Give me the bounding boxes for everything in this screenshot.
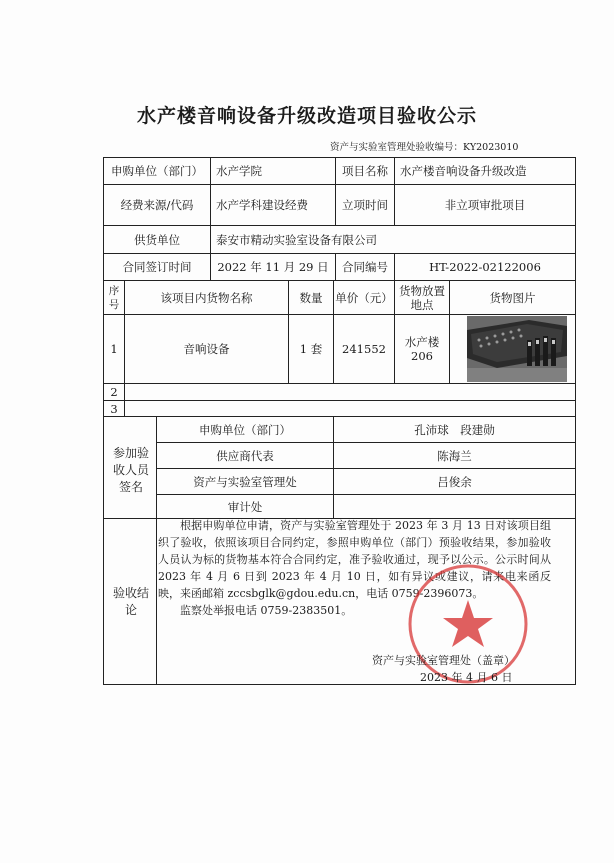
contract-no-label: 合同编号	[342, 260, 388, 274]
sign-date: 2023 年 4 月 6 日	[420, 671, 513, 684]
table-line	[103, 400, 575, 401]
approval-time-label: 立项时间	[342, 198, 388, 212]
header-quantity: 数量	[299, 290, 323, 305]
table-border-right	[575, 157, 576, 685]
header-seq: 序号	[108, 284, 120, 311]
approval-time-value: 非立项审批项目	[444, 198, 526, 212]
project-name-label: 项目名称	[342, 164, 388, 178]
fund-source-value: 水产学科建设经费	[216, 198, 308, 212]
participant-role-purchase-unit: 申购单位（部门）	[199, 422, 291, 437]
row1-seq: 1	[110, 342, 118, 356]
document-title: 水产楼音响设备升级改造项目验收公示	[136, 105, 477, 127]
participant-names-audit	[334, 495, 575, 518]
table-line	[210, 225, 211, 253]
row3-seq: 3	[110, 401, 118, 416]
participant-names-purchase-unit: 孔沛球 段建勋	[414, 422, 495, 437]
supplier-value: 泰安市精动实验室设备有限公司	[216, 232, 377, 247]
table-line	[210, 157, 211, 225]
row1-quantity: 1 套	[299, 342, 323, 356]
participant-names-asset-office: 吕俊余	[437, 474, 472, 489]
audio-mixer-photo	[467, 316, 567, 382]
conclusion-label: 验收结论	[112, 586, 149, 617]
purchase-unit-value: 水产学院	[216, 164, 262, 178]
participant-role-supplier: 供应商代表	[216, 448, 274, 463]
conclusion-paragraph-1: 根据申购单位申请，资产与实验室管理处于 2023 年 3 月 13 日对该项目组织了验收，依照该项目合同约定，参照申购单位（部门）预验收结果，参加验收人员认为标的货物基本符合合同约定，准予验收通过，现予以公示。公示时间从 2023 年 4 月 6 日到 2023 年 4 月 10 日，如有异议或建议，请来电来函反映，来函邮箱 zccsbglk@gdou.edu.cn，电话 0759-2396073。	[158, 519, 551, 600]
conclusion-paragraph-2: 监察处举报电话 0759-2383501。	[180, 604, 353, 617]
row2-seq: 2	[110, 385, 118, 399]
table-line	[394, 280, 395, 383]
participant-names-supplier: 陈海兰	[437, 448, 472, 463]
header-goods-name: 该项目内货物名称	[160, 290, 253, 305]
participant-role-asset-office: 资产与实验室管理处	[193, 474, 297, 489]
fund-source-label: 经费来源/代码	[120, 198, 194, 212]
header-unit-price: 单价（元）	[335, 290, 393, 305]
reference-number: 资产与实验室管理处验收编号：KY2023010	[330, 142, 519, 153]
signer-org: 资产与实验室管理处（盖章）	[372, 654, 515, 667]
participant-role-audit: 审计处	[227, 499, 263, 514]
table-line	[103, 383, 575, 384]
header-image: 货物图片	[489, 290, 536, 305]
contract-date-label: 合同签订时间	[122, 260, 192, 274]
project-name-value: 水产楼音响设备升级改造	[400, 164, 527, 178]
supplier-label: 供货单位	[134, 232, 180, 247]
contract-no-value: HT-2022-02122006	[429, 260, 541, 274]
participants-label: 参加验收人员签名	[112, 445, 149, 494]
row1-goods-name: 音响设备	[183, 342, 230, 356]
contract-date-value: 2022 年 11 月 29 日	[217, 260, 329, 274]
row1-location: 水产楼 206	[404, 335, 440, 363]
header-location: 货物放置地点	[399, 283, 445, 312]
purchase-unit-label: 申购单位（部门）	[111, 164, 203, 178]
row1-unit-price: 241552	[342, 342, 386, 356]
